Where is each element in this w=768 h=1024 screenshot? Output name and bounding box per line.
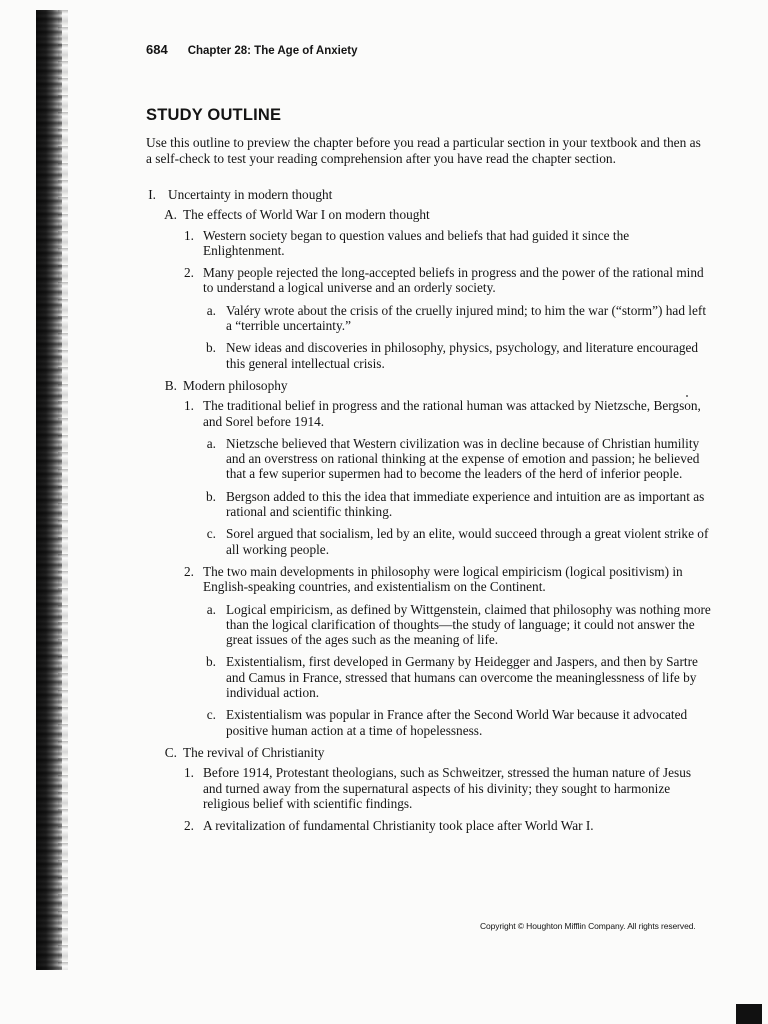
outline-text: Western society began to question values and beliefs that had guided it since the Enlightenment. <box>203 227 630 258</box>
outline-item-I-B-2 <box>180 564 712 595</box>
outline-item-I-A-2 <box>180 265 712 296</box>
outline-item-I-B-2-a <box>204 602 712 648</box>
outline-item-I-A <box>163 207 712 222</box>
section-title: STUDY OUTLINE <box>146 106 282 124</box>
outline-item-I-B-1-a <box>204 436 712 482</box>
outline-text: Uncertainty in modern thought <box>168 187 333 202</box>
outline-marker: a. <box>206 601 216 617</box>
outline-text: The effects of World War I on modern thought <box>183 207 430 223</box>
outline-marker: 1. <box>184 765 194 781</box>
outline-text: Nietzsche believed that Western civilization was in decline because of Christian humility and an overstress on rational thinking at the expense of emotion and passion; he believed that a few superior supermen had to become the leaders of the herd of inferior people. <box>226 435 700 482</box>
outline-text: The traditional belief in progress and the rational human was attacked by Nietzsche, Bergson, and Sorel before 1914. <box>203 398 701 429</box>
outline-item-I <box>146 187 712 202</box>
outline-text: Bergson added to this the idea that immediate experience and intuition are as important as rational and scientific thinking. <box>226 488 705 520</box>
outline-marker: 2. <box>184 818 194 834</box>
outline-text: Sorel argued that socialism, led by an elite, would succeed through a great violent strike of all working people. <box>226 526 709 557</box>
outline-text: Before 1914, Protestant theologians, such as Schweitzer, stressed the human nature of Jesus and turned away from the supernatural aspects of his divinity; they sought to harmonize religious belief with scientific findings. <box>203 765 692 811</box>
outline-marker: 2. <box>184 563 194 579</box>
outline-marker: c. <box>206 707 216 723</box>
outline-text: Existentialism was popular in France after the Second World War because it advocated positive human action at a time of hopelessness. <box>226 707 688 738</box>
copyright-footer: Copyright © Houghton Mifflin Company. All rights reserved. <box>480 921 696 931</box>
outline-text: The revival of Christianity <box>183 744 325 760</box>
outline-marker: b. <box>206 654 216 670</box>
outline-item-I-B-1-b <box>204 489 712 520</box>
outline-marker: b. <box>206 488 216 504</box>
outline-item-I-B <box>163 378 712 393</box>
outline-marker: a. <box>206 302 216 318</box>
outline-marker: a. <box>206 435 216 451</box>
outline-text: Valéry wrote about the crisis of the cruelly injured mind; to him the war (“storm”) had left a “terrible uncertainty.” <box>226 302 707 334</box>
chapter-title: Chapter 28: The Age of Anxiety <box>187 45 358 57</box>
outline-item-I-B-1 <box>180 398 712 429</box>
outline-item-I-C-2 <box>180 818 712 833</box>
outline-marker: 1. <box>184 227 194 243</box>
outline-item-I-A-2-a <box>204 303 712 334</box>
outline-text: Existentialism, first developed in Germany by Heidegger and Jaspers, and then by Sartre and Camus in France, stressed that humans can overcome the meaninglessness of life by individual action. <box>226 654 698 701</box>
running-header <box>146 42 357 57</box>
outline-marker: A. <box>164 207 177 223</box>
study-outline <box>146 187 712 840</box>
outline-item-I-B-1-c <box>204 526 712 557</box>
outline-item-I-A-1 <box>180 228 712 259</box>
outline-text: Modern philosophy <box>183 377 288 393</box>
outline-marker: B. <box>164 377 177 393</box>
scanned-binding-shadow <box>58 10 68 970</box>
outline-marker: b. <box>206 340 216 356</box>
outline-marker: 1. <box>184 398 194 414</box>
outline-text: A revitalization of fundamental Christianity took place after World War I. <box>203 818 594 834</box>
outline-marker: 2. <box>184 265 194 281</box>
outline-text: Many people rejected the long-accepted beliefs in progress and the power of the rational mind to understand a logical universe and an orderly society. <box>203 265 704 296</box>
outline-marker: c. <box>206 526 216 542</box>
outline-marker: I. <box>148 187 156 202</box>
outline-item-I-C <box>163 745 712 760</box>
page-number: 684 <box>146 42 168 57</box>
outline-item-I-B-2-c <box>204 707 712 738</box>
intro-paragraph: Use this outline to preview the chapter before you read a particular section in your textbook and then as a self-check to test your reading comprehension after you have read the chapter section. <box>146 135 701 166</box>
scan-corner-mark <box>736 1004 762 1024</box>
outline-item-I-A-2-b <box>204 340 712 371</box>
outline-marker: C. <box>164 744 177 760</box>
outline-text: The two main developments in philosophy were logical empiricism (logical positivism) in English-speaking countries, and existentialism on the Continent. <box>203 563 683 595</box>
outline-item-I-B-2-b <box>204 654 712 700</box>
outline-item-I-C-1 <box>180 765 712 811</box>
outline-text: Logical empiricism, as defined by Wittgenstein, claimed that philosophy was nothing more than the logical clarification of thoughts—the study of language; it could not answer the great issues of the ages such as the meaning of life. <box>226 601 711 648</box>
outline-text: New ideas and discoveries in philosophy, physics, psychology, and literature encouraged this general intellectual crisis. <box>226 340 699 371</box>
